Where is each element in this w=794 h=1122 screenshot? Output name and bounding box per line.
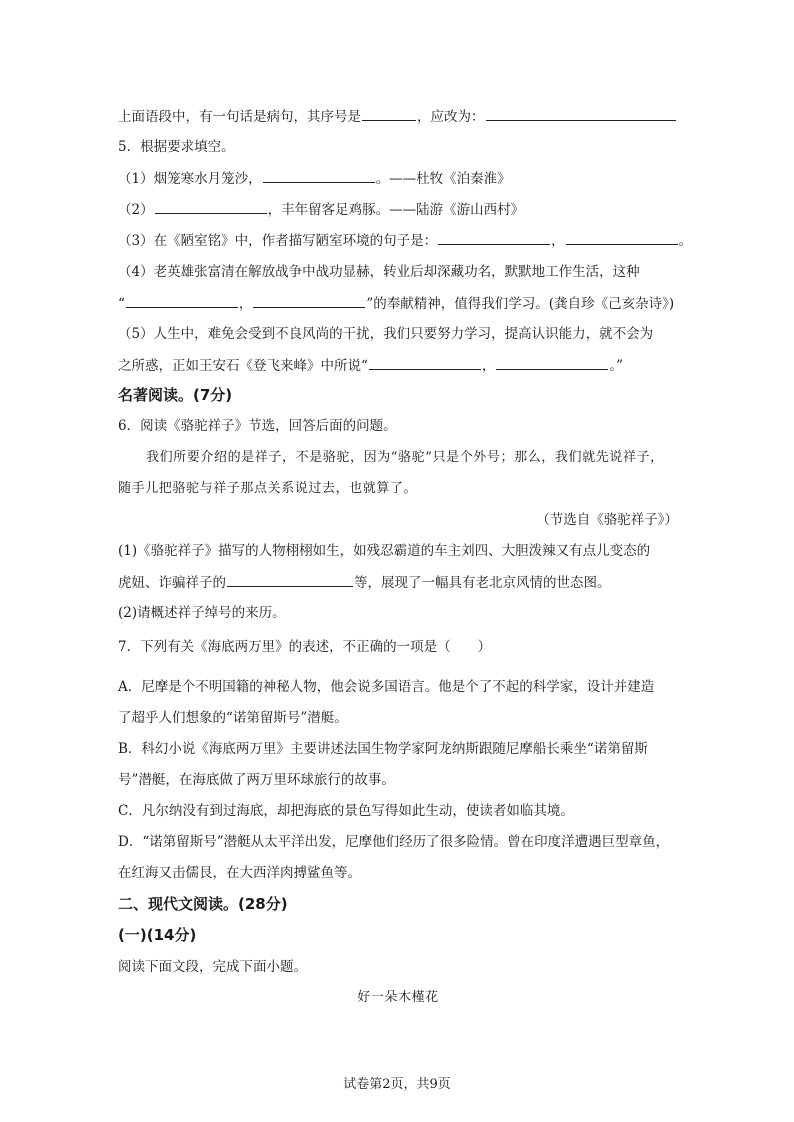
excerpt-line-1: 我们所要介绍的是祥子，不是骆驼，因为“骆驼”只是个外号；那么，我们就先说祥子，: [146, 450, 664, 465]
text: ，: [551, 233, 565, 249]
option-b[interactable]: B．科幻小说《海底两万里》主要讲述法国生物学家阿龙纳斯跟随尼摩船长乘坐“诺第留斯: [118, 741, 648, 757]
q5-item-5-cont: [118, 355, 678, 376]
option-d-cont: 在红海又击儒艮，在大西洋肉搏鲨鱼等。: [118, 865, 361, 881]
q5-item-4-cont: [118, 293, 678, 314]
option-a[interactable]: A．尼摩是个不明国籍的神秘人物，他会说多国语言。他是个了不起的科学家，设计并建造: [118, 679, 655, 695]
text: ，: [238, 296, 253, 312]
text: 。——杜牧《泊秦淮》: [375, 171, 511, 187]
option-a-cont: 了超乎人们想象的“诺第留斯号”潜艇。: [118, 710, 348, 726]
text: ，: [481, 358, 496, 374]
article-title: 好一朵木槿花: [357, 990, 439, 1005]
answer-blank[interactable]: [566, 230, 678, 245]
option-d[interactable]: D．“诺第留斯号”潜艇从太平洋出发，尼摩他们经历了很多险情。曾在印度洋遭遇巨型章鱼，: [118, 834, 670, 850]
answer-blank[interactable]: [362, 106, 416, 121]
text: 虎妞、诈骗祥子的: [118, 575, 226, 591]
section-heading-classics: 名著阅读。(7分): [118, 386, 233, 404]
option-c[interactable]: C．凡尔纳没有到过海底，却把海底的景色写得如此生动，使读者如临其境。: [118, 803, 574, 819]
q6-part-2: (2)请概述祥子绰号的来历。: [118, 605, 286, 621]
text: ”的奉献精神，值得我们学习。(龚自珍《己亥杂诗》): [366, 296, 675, 312]
q5-item-5: （5）人生中，难免会受到不良风尚的干扰，我们只要努力学习，提高认识能力，就不会为: [118, 326, 654, 342]
answer-blank[interactable]: [227, 572, 353, 587]
text: （3）在《陋室铭》中，作者描写陋室环境的句子是：: [118, 233, 438, 249]
answer-blank[interactable]: [263, 168, 375, 183]
text: 。”: [609, 358, 624, 374]
answer-blank[interactable]: [155, 199, 267, 214]
question-6-title: 6．阅读《骆驼祥子》节选，回答后面的问题。: [118, 418, 397, 434]
text: 。: [678, 233, 693, 249]
answer-blank[interactable]: [496, 355, 608, 370]
text: ，丰年留客足鸡豚。——陆游《游山西村》: [267, 202, 525, 218]
answer-blank[interactable]: [253, 293, 365, 308]
q5-item-2: [118, 199, 678, 220]
answer-blank[interactable]: [486, 106, 676, 121]
instruction: 阅读下面文段，完成下面小题。: [118, 959, 307, 975]
answer-blank[interactable]: [438, 230, 550, 245]
q5-item-3: [118, 230, 693, 251]
text: 上面语段中，有一句话是病句，其序号是: [118, 109, 361, 125]
question-5-title: 5．根据要求填空。: [118, 139, 235, 155]
answer-blank[interactable]: [369, 355, 481, 370]
excerpt-source: （节选自《骆驼祥子》）: [536, 512, 678, 528]
q6-part-1: (1)《骆驼祥子》描写的人物栩栩如生，如残忍霸道的车主刘四、大胆泼辣又有点儿变态的: [118, 543, 651, 559]
question-7-title: 7．下列有关《海底两万里》的表述，不正确的一项是（ ）: [118, 639, 492, 655]
text: 之所惑，正如王安石《登飞来峰》中所说“: [118, 358, 368, 374]
option-b-cont: 号”潜艇，在海底做了两万里环球旅行的故事。: [118, 772, 395, 788]
text: 等，展现了一幅具有老北京风情的世态图。: [354, 575, 611, 591]
answer-blank[interactable]: [126, 293, 238, 308]
excerpt-line-2: 随手儿把骆驼与祥子那点关系说过去，也就算了。: [118, 481, 418, 496]
q6-part-1-cont: [118, 572, 678, 593]
q5-item-1: [118, 168, 678, 189]
text: （1）烟笼寒水月笼沙，: [118, 171, 262, 187]
page-footer: 试卷第2页，共9页: [343, 1077, 451, 1092]
subsection-heading: (一)(14分): [118, 926, 197, 944]
section-heading-modern-reading: 二、现代文阅读。(28分): [118, 895, 288, 913]
q5-item-4: （4）老英雄张富清在解放战争中战功显赫，转业后却深藏功名，默默地工作生活，这种: [118, 264, 640, 280]
text: ，应改为：: [417, 109, 485, 125]
text: （2）: [118, 202, 154, 218]
line-sick-sentence: [118, 106, 678, 127]
text: “: [118, 296, 125, 312]
